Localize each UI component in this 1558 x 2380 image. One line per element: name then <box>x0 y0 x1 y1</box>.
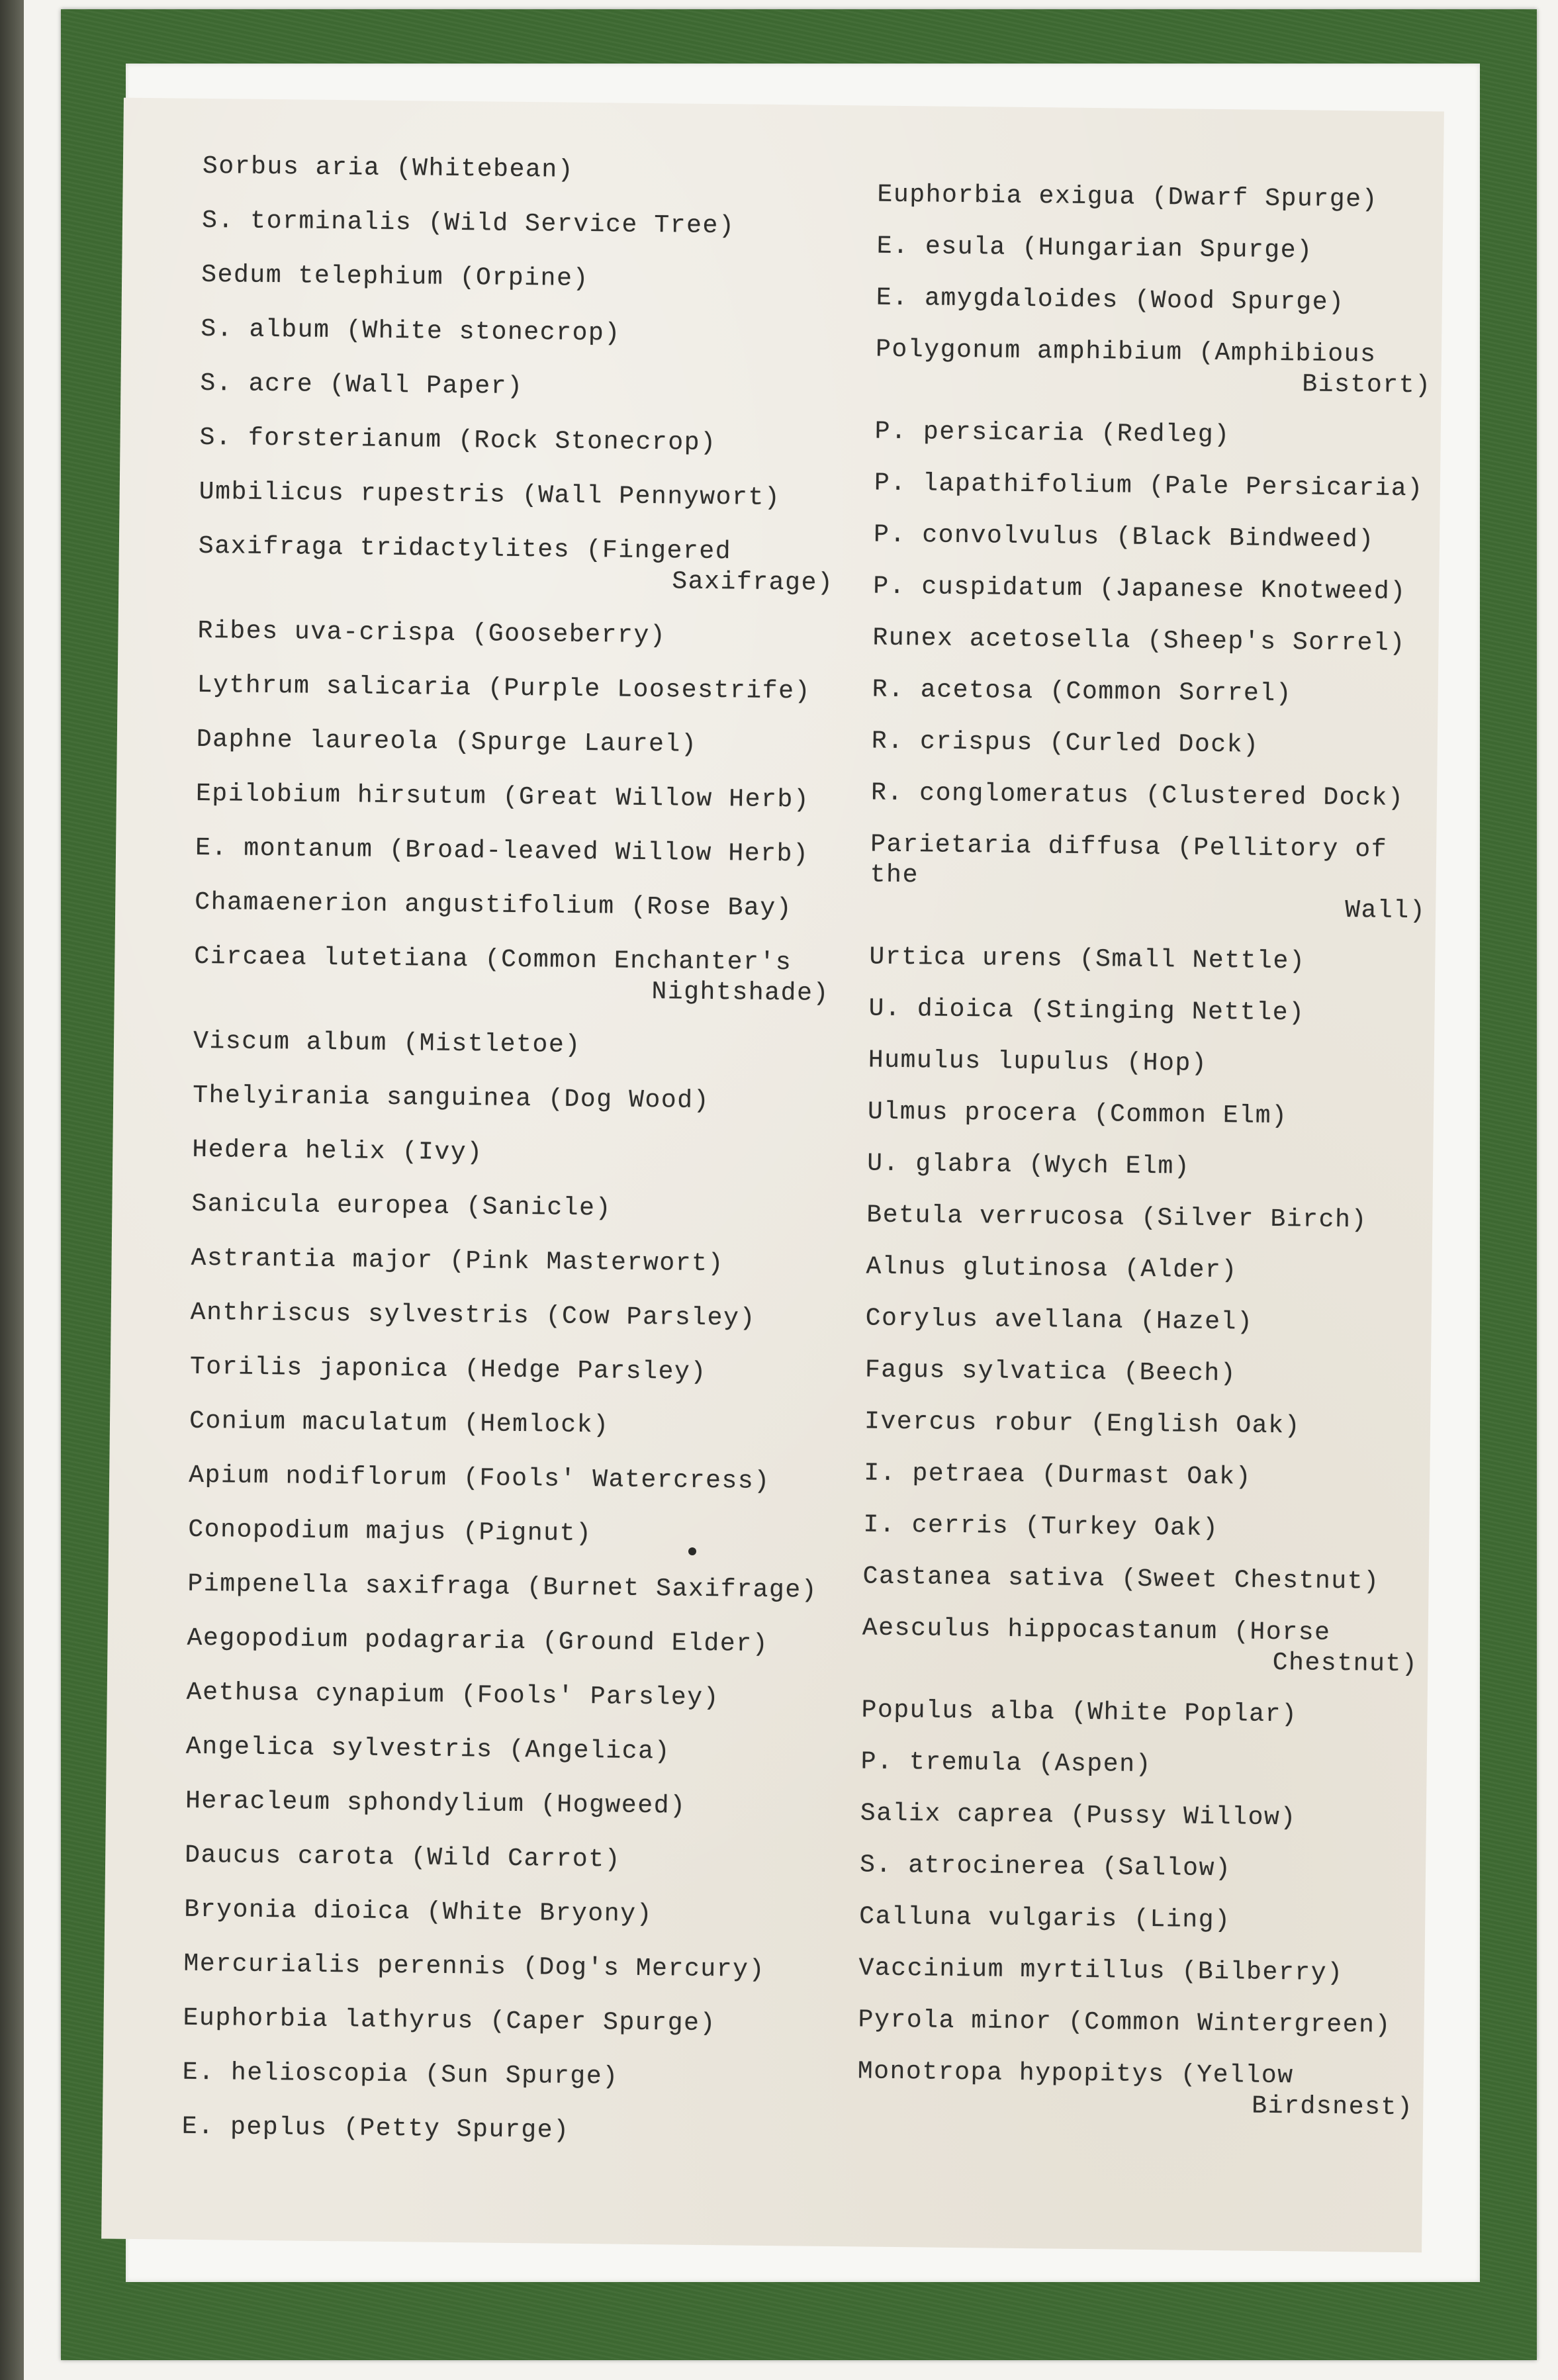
plant-name-text: P. lapathifolium (Pale Persicaria) <box>874 469 1424 504</box>
plant-name-text: Torilis japonica (Hedge Parsley) <box>189 1352 708 1387</box>
plant-name-text: P. convolvulus (Black Bindweed) <box>873 520 1375 555</box>
plant-name-text: I. petraea (Durmast Oak) <box>864 1459 1252 1492</box>
plant-entry <box>877 180 1433 216</box>
plant-entry <box>198 531 834 599</box>
plant-name-text: Fagus sylvatica (Beech) <box>864 1355 1237 1389</box>
plant-entry <box>193 1027 829 1064</box>
plant-entry <box>192 1135 827 1172</box>
plant-entry <box>185 1786 821 1823</box>
plant-entry <box>864 1458 1420 1494</box>
plant-name-text: Ribes uva-crispa (Gooseberry) <box>197 616 666 651</box>
plant-entry <box>184 1895 819 1932</box>
plant-entry <box>187 1624 822 1661</box>
plant-name-continuation: Saxifrage) <box>672 567 834 598</box>
plant-entry <box>868 1046 1424 1082</box>
plant-entry <box>182 2112 817 2149</box>
plant-entry <box>863 1510 1419 1546</box>
plant-name-text: Hedera helix (Ivy) <box>192 1135 483 1167</box>
plant-entry <box>186 1732 821 1769</box>
plant-entry <box>870 830 1426 927</box>
plant-entry <box>201 260 837 297</box>
plant-name-text: U. dioica (Stinging Nettle) <box>868 994 1305 1028</box>
plant-name-text: P. tremula (Aspen) <box>860 1747 1152 1780</box>
plant-name-text: Euphorbia lathyrus (Caper Spurge) <box>183 2003 717 2038</box>
plant-entry <box>199 423 835 460</box>
plant-name-text: S. album (White stonecrop) <box>201 314 621 348</box>
plant-entry <box>861 1695 1417 1731</box>
plant-entry <box>867 1148 1423 1185</box>
plant-entry <box>189 1461 824 1498</box>
plant-name-text: R. conglomeratus (Clustered Dock) <box>870 778 1404 813</box>
plant-name-text: Runex acetosella (Sheep's Sorrel) <box>872 623 1406 658</box>
plant-name-text: Betula verrucosa (Silver Birch) <box>866 1201 1368 1235</box>
plant-name-text: Mercurialis perennis (Dog's Mercury) <box>183 1949 766 1984</box>
plant-entry <box>875 335 1432 402</box>
plant-name-text: Anthriscus sylvestris (Cow Parsley) <box>190 1298 756 1333</box>
plant-entry <box>185 1841 820 1878</box>
plant-entry <box>201 314 836 351</box>
plant-entry <box>858 2005 1414 2041</box>
plant-entry <box>183 2003 818 2040</box>
plant-name-text: Angelica sylvestris (Angelica) <box>185 1732 671 1766</box>
plant-name-continuation: Wall) <box>1344 896 1426 926</box>
plant-entry <box>195 833 831 870</box>
plant-entry <box>875 417 1431 453</box>
plant-entry <box>862 1613 1418 1680</box>
plant-name-text: Circaea lutetiana (Common Enchanter's <box>194 942 792 978</box>
plant-name-text: P. cuspidatum (Japanese Knotweed) <box>873 572 1406 606</box>
plant-entry <box>183 1949 819 1986</box>
plant-name-text: S. atrocinerea (Sallow) <box>859 1851 1232 1884</box>
plant-entry <box>197 670 832 708</box>
plant-entry <box>191 1244 826 1281</box>
plant-name-text: Pyrola minor (Common Wintergreen) <box>858 2005 1392 2040</box>
plant-name-text: Umbilicus rupestris (Wall Pennywort) <box>199 477 781 513</box>
plant-entry <box>876 232 1432 268</box>
plant-name-text: Parietaria diffusa (Pellitory of the <box>870 830 1404 890</box>
plant-name-text: Calluna vulgaris (Ling) <box>859 1902 1231 1935</box>
plant-name-text: Daucus carota (Wild Carrot) <box>184 1841 621 1874</box>
plant-name-text: Alnus glutinosa (Alder) <box>866 1252 1238 1285</box>
plant-entry <box>866 1200 1422 1236</box>
plant-name-text: Vaccinium myrtillus (Bilberry) <box>858 1954 1344 1988</box>
plant-entry <box>873 572 1429 608</box>
plant-name-text: Epilobium hirsutum (Great Willow Herb) <box>195 779 810 815</box>
plant-entry <box>187 1569 823 1606</box>
plant-entry <box>868 994 1424 1030</box>
plant-entry <box>860 1747 1416 1783</box>
plant-name-continuation: Nightshade) <box>651 978 830 1008</box>
plant-name-text: Ivercus robur (English Oak) <box>864 1407 1301 1441</box>
plant-name-text: E. esula (Hungarian Spurge) <box>876 232 1313 265</box>
plant-name-text: Conium maculatum (Hemlock) <box>189 1406 610 1440</box>
left-plant-column <box>181 152 838 2173</box>
right-plant-column <box>857 180 1434 2145</box>
plant-name-text: Lythrum salicaria (Purple Loosestrife) <box>197 670 811 706</box>
plant-name-text: Monotropa hypopitys (Yellow <box>857 2057 1294 2091</box>
plant-name-text: R. acetosa (Common Sorrel) <box>872 675 1293 709</box>
plant-entry <box>203 152 838 189</box>
plant-name-text: I. cerris (Turkey Oak) <box>863 1510 1219 1543</box>
plant-entry <box>866 1252 1422 1288</box>
plant-entry <box>874 469 1430 505</box>
plant-entry <box>189 1406 825 1443</box>
plant-name-text: Sorbus aria (Whitebean) <box>202 152 574 185</box>
plant-name-text: Pimpenella saxifraga (Burnet Saxifrage) <box>187 1569 818 1605</box>
plant-name-text: Aesculus hippocastanum (Horse <box>862 1614 1331 1647</box>
plant-name-text: Urtica urens (Small Nettle) <box>869 942 1306 976</box>
plant-entry <box>858 1953 1414 1990</box>
plant-name-text: Saxifraga tridactylites (Fingered <box>198 531 732 567</box>
plant-name-text: Bryonia dioica (White Bryony) <box>184 1895 653 1929</box>
plant-entry <box>860 1798 1416 1835</box>
plant-entry <box>195 888 830 925</box>
plant-entry <box>191 1189 827 1226</box>
plant-entry <box>869 942 1425 979</box>
plant-name-text: P. persicaria (Redleg) <box>874 417 1230 450</box>
plant-entry <box>187 1678 822 1715</box>
plant-entry <box>183 2058 818 2095</box>
plant-name-text: E. montanum (Broad-leaved Willow Herb) <box>195 833 809 869</box>
plant-name-text: Ulmus procera (Common Elm) <box>867 1097 1288 1131</box>
plant-name-text: Astrantia major (Pink Masterwort) <box>191 1244 725 1279</box>
plant-name-text: Humulus lupulus (Hop) <box>868 1046 1208 1078</box>
plant-name-text: S. forsterianum (Rock Stonecrop) <box>199 423 717 458</box>
plant-name-text: Corylus avellana (Hazel) <box>865 1304 1254 1337</box>
plant-name-text: Euphorbia exigua (Dwarf Spurge) <box>877 180 1379 214</box>
typed-plant-list-sheet <box>101 98 1444 2253</box>
plant-name-text: Heracleum sphondylium (Hogweed) <box>185 1786 686 1821</box>
plant-name-text: Daphne laureola (Spurge Laurel) <box>196 725 698 759</box>
plant-entry <box>872 675 1428 711</box>
plant-name-text: Chamaenerion angustifolium (Rose Bay) <box>195 888 793 923</box>
plant-name-text: Thelyirania sanguinea (Dog Wood) <box>192 1081 710 1115</box>
plant-entry <box>194 942 830 1009</box>
plant-entry <box>859 1901 1415 1938</box>
plant-entry <box>200 369 835 406</box>
plant-name-text: E. amygdaloides (Wood Spurge) <box>876 283 1345 317</box>
plant-name-text: Conopodium majus (Pignut) <box>188 1515 592 1549</box>
plant-name-text: E. peplus (Petty Spurge) <box>181 2112 570 2145</box>
plant-name-text: S. acre (Wall Paper) <box>200 369 524 401</box>
plant-name-text: E. helioscopia (Sun Spurge) <box>182 2058 619 2091</box>
plant-entry <box>865 1303 1421 1340</box>
plant-entry <box>864 1406 1420 1443</box>
plant-entry <box>872 623 1428 660</box>
plant-entry <box>868 1097 1424 1133</box>
plant-name-text: Castanea sativa (Sweet Chestnut) <box>862 1562 1380 1596</box>
plant-entry <box>197 725 832 762</box>
page-spine-shadow <box>0 0 24 2380</box>
plant-name-text: U. glabra (Wych Elm) <box>866 1149 1191 1181</box>
plant-entry <box>197 616 833 653</box>
plant-entry <box>871 778 1427 815</box>
plant-name-text: Salix caprea (Pussy Willow) <box>860 1799 1297 1833</box>
plant-entry <box>862 1561 1418 1598</box>
plant-entry <box>876 283 1432 320</box>
plant-name-text: S. torminalis (Wild Service Tree) <box>201 206 735 241</box>
plant-name-text: Apium nodiflorum (Fools' Watercress) <box>188 1461 770 1496</box>
plant-entry <box>860 1850 1416 1886</box>
plant-name-text: Aegopodium podagraria (Ground Elder) <box>187 1624 769 1659</box>
plant-name-text: R. crispus (Curled Dock) <box>871 727 1260 760</box>
plant-entry <box>196 779 831 816</box>
plant-entry <box>193 1081 828 1118</box>
ink-speck <box>688 1547 696 1555</box>
plant-entry <box>190 1352 825 1389</box>
plant-name-text: Aethusa cynapium (Fools' Parsley) <box>186 1678 720 1713</box>
plant-entry <box>191 1298 826 1335</box>
plant-entry <box>872 727 1428 763</box>
plant-entry <box>865 1355 1421 1391</box>
plant-entry <box>857 2056 1414 2123</box>
plant-name-text: Polygonum amphibium (Amphibious <box>875 335 1377 369</box>
plant-name-continuation: Chestnut) <box>1272 1648 1418 1679</box>
plant-name-text: Populus alba (White Poplar) <box>861 1696 1298 1729</box>
plant-entry <box>199 477 835 514</box>
plant-entry <box>202 206 837 243</box>
plant-entry <box>874 520 1430 557</box>
plant-name-continuation: Birdsnest) <box>1252 2091 1414 2123</box>
plant-name-text: Sanicula europea (Sanicle) <box>191 1189 612 1223</box>
plant-name-continuation: Bistort) <box>1302 370 1432 400</box>
plant-name-text: Viscum album (Mistletoe) <box>193 1027 581 1060</box>
plant-entry <box>188 1515 823 1552</box>
plant-name-text: Sedum telephium (Orpine) <box>201 260 590 294</box>
